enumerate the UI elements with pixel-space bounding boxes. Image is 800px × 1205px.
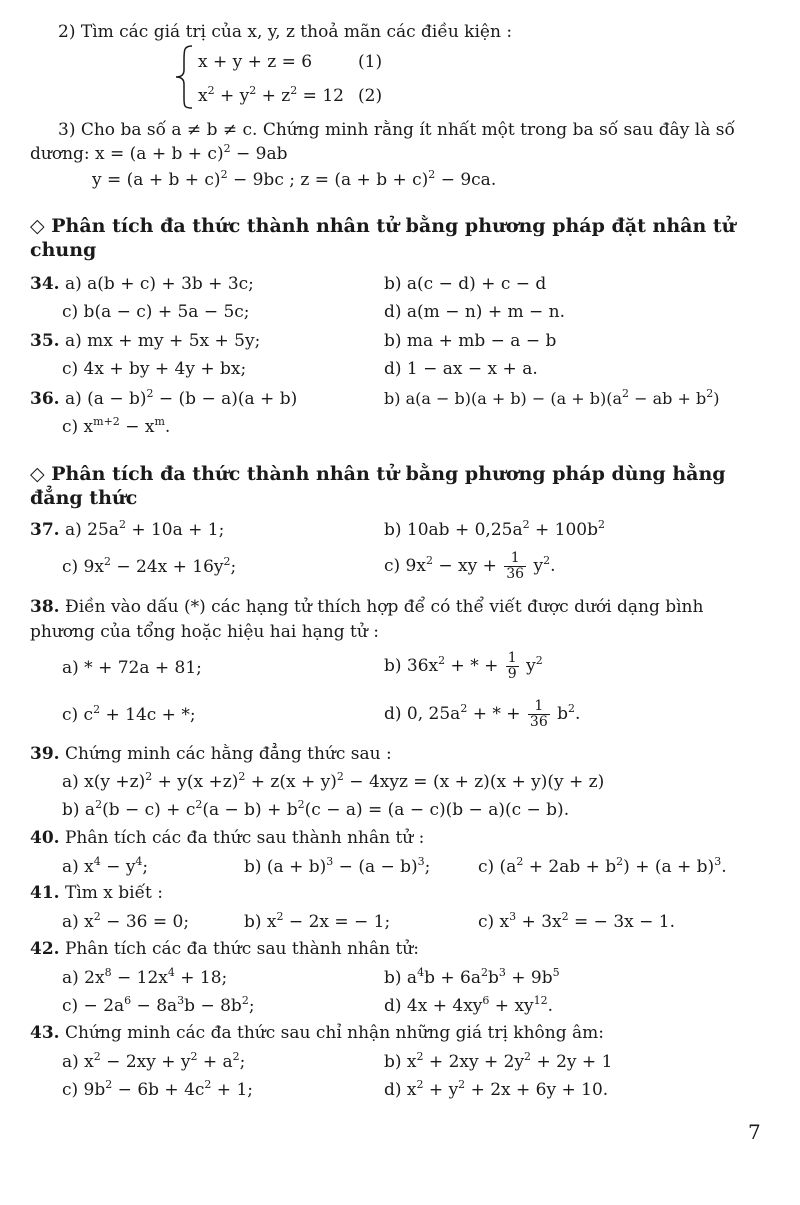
problem-2-intro: 2) Tìm các giá trị của x, y, z thoả mãn các điều kiện : xyxy=(58,22,513,42)
problem-35-c: c) 4x + by + 4y + bx; xyxy=(62,359,247,379)
system-equation-1: x + y + z = 6 xyxy=(198,52,313,72)
problem-40-a: a) $x^4 - y^4$; xyxy=(62,855,149,877)
problem-37-d: c) $9x^2$ − xy + $\frac{1}{36}$ $y^2$. xyxy=(384,550,556,582)
problem-42-b: b) $a^4b + 6a^2b^3 + 9b^5$ xyxy=(384,966,560,988)
problem-36-c: c) $x^{m+2} - x^m$. xyxy=(62,415,171,437)
problem-34-c: c) b(a − c) + 5a − 5c; xyxy=(62,302,250,322)
problem-43-d: d) $x^2 + y^2 + 2x + 6y + 10$. xyxy=(384,1078,609,1100)
fraction: $\frac{1}{9}$ xyxy=(507,650,517,682)
system-equation-2-label: (2) xyxy=(358,86,383,106)
problem-38-b: b) $36x^2$ + * + $\frac{1}{9}$ $y^2$ xyxy=(384,650,543,682)
problem-40-c: c) $(a^2 + 2ab + b^2) + (a + b)^3$. xyxy=(478,855,727,877)
problem-34-b: b) a(c − d) + c − d xyxy=(384,274,547,294)
problem-39-text: 39. Chứng minh các hằng đẳng thức sau : xyxy=(30,744,392,764)
problem-42-a: a) $2x^8 - 12x^4 + 18$; xyxy=(62,966,228,988)
problem-43-a: a) $x^2 - 2xy + y^2 + a^2$; xyxy=(62,1050,246,1072)
problem-41-a: a) $x^2 - 36 = 0$; xyxy=(62,910,190,932)
problem-42-c: $c) - 2a^6 - 8a^3b - 8b^2$; xyxy=(62,994,255,1016)
problem-38-c: c) $c^2 + 14c$ + *; xyxy=(62,703,196,725)
problem-43-c: c) $9b^2 - 6b + 4c^2 + 1$; xyxy=(62,1078,254,1100)
system-brace-icon xyxy=(170,42,200,112)
page-number: 7 xyxy=(748,1120,761,1144)
problem-34-d: d) a(m − n) + m − n. xyxy=(384,302,566,322)
problem-41-b: b) $x^2 - 2x$ = − 1; xyxy=(244,910,391,932)
diamond-icon: ◇ xyxy=(30,463,45,485)
problem-3-y-z: $y = (a + b + c)^2 - 9bc$ ; $z = (a + b + c)^2 - 9ca$. xyxy=(92,168,497,190)
problem-35-d: d) 1 − ax − x + a. xyxy=(384,359,538,379)
problem-37-b: b) $10ab + 0,25a^2 + 100b^2$ xyxy=(384,518,605,540)
problem-35-a: 35. a) mx + my + 5x + 5y; xyxy=(30,331,261,351)
diamond-icon: ◇ xyxy=(30,215,45,237)
problem-43-b: b) $x^2 + 2xy + 2y^2 + 2y + 1$ xyxy=(384,1050,613,1072)
problem-37-c: c) $9x^2 - 24x + 16y^2$; xyxy=(62,555,237,577)
problem-43-text: 43. Chứng minh các đa thức sau chỉ nhận những giá trị không âm: xyxy=(30,1023,604,1043)
problem-34-a: 34. a) a(b + c) + 3b + 3c; xyxy=(30,274,254,294)
problem-37-a: 37. a) $25a^2 + 10a + 1$; xyxy=(30,518,225,540)
problem-38-a: a) * + 72a + 81; xyxy=(62,658,202,678)
system-equation-2: $x^2 + y^2 + z^2 = 12$ xyxy=(198,84,344,106)
problem-40-b: b) $(a + b)^3 - (a - b)^3$; xyxy=(244,855,431,877)
problem-3-x: dương: $x = (a + b + c)^2 - 9ab$ xyxy=(30,142,288,164)
problem-41-c: c) $x^3 + 3x^2$ = − 3x − 1. xyxy=(478,910,675,932)
problem-40-text: 40. Phân tích các đa thức sau thành nhân tử : xyxy=(30,828,425,848)
problem-42-d: d) $4x + 4xy^6 + xy^{12}$. xyxy=(384,994,554,1016)
problem-42-text: 42. Phân tích các đa thức sau thành nhân tử: xyxy=(30,939,419,959)
problem-38-text-1: 38. Điền vào dấu (*) các hạng tử thích hợp để có thể viết được dưới dạng bình xyxy=(30,597,704,617)
problem-36-a: 36. a) $(a - b)^2 - (b - a)(a + b)$ xyxy=(30,387,298,409)
problem-41-text: 41. Tìm x biết : xyxy=(30,883,164,903)
fraction: $\frac{1}{36}$ xyxy=(506,550,525,582)
section-heading-identities: ◇ Phân tích đa thức thành nhân tử bằng phương pháp dùng hằng đẳng thức xyxy=(30,463,726,509)
problem-38-text-2: phương của tổng hoặc hiệu hai hạng tử : xyxy=(30,622,379,642)
problem-3-line-1: 3) Cho ba số a ≠ b ≠ c. Chứng minh rằng ít nhất một trong ba số sau đây là số xyxy=(58,120,735,140)
problem-35-b: b) ma + mb − a − b xyxy=(384,331,557,351)
problem-39-b: b) $a^2(b - c) + c^2(a - b) + b^2(c - a) = (a - c)(b - a)(c - b)$. xyxy=(62,798,570,820)
problem-36-b: b) $a(a - b)(a + b) - (a + b)(a^2$ − ab + $b^2$) xyxy=(384,387,720,408)
system-equation-1-label: (1) xyxy=(358,52,383,72)
section-heading-common-factor: ◇ Phân tích đa thức thành nhân tử bằng phương pháp đặt nhân tử chung xyxy=(30,215,736,261)
problem-38-d: d) 0, $25a^2$ + * + $\frac{1}{36}$ $b^2$. xyxy=(384,698,581,730)
problem-39-a: a) $x(y +z)^2 + y(x +z)^2 + z(x + y)^2 - 4xyz = (x + z)(x + y)(y + z)$ xyxy=(62,770,605,792)
fraction: $\frac{1}{36}$ xyxy=(529,698,548,730)
